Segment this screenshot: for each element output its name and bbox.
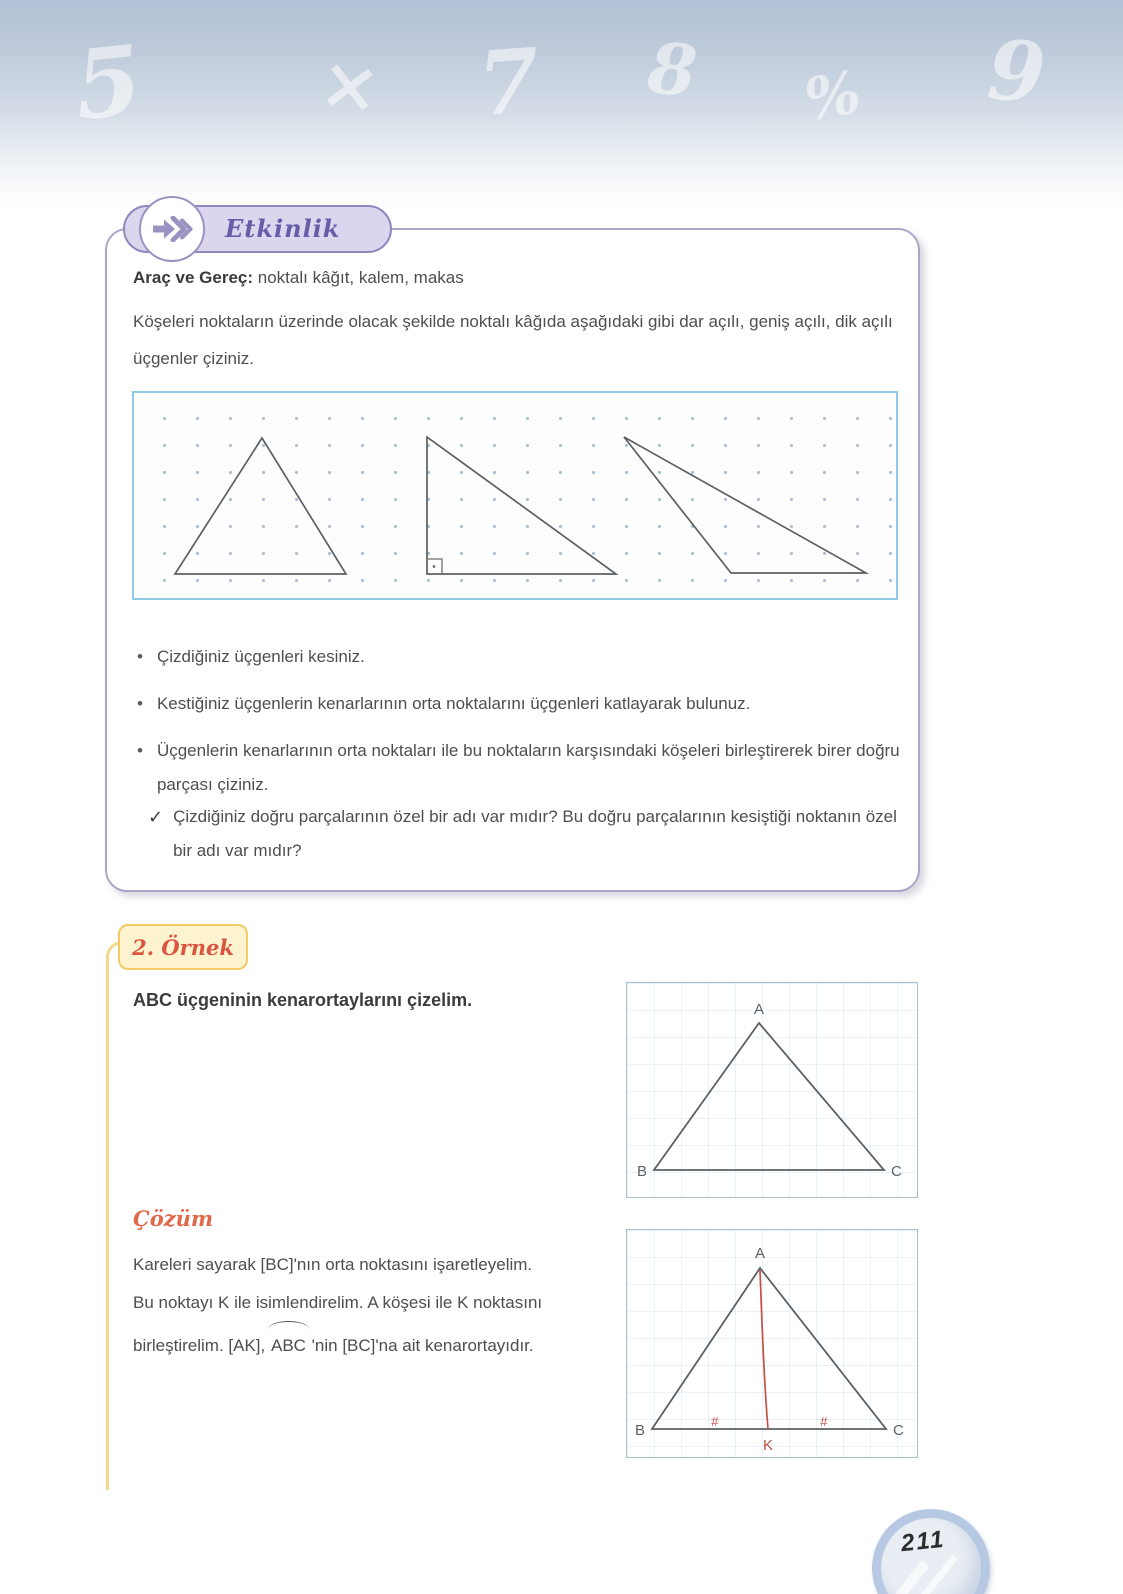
list-item-text: Üçgenlerin kenarlarının orta noktaları ile bu noktaların karşısındaki köşeleri birleştirerek birer doğru parçası çiziniz.: [156, 741, 900, 794]
vertex-label-b: B: [635, 1422, 646, 1439]
vertex-label-a: A: [754, 1245, 766, 1262]
list-item: [133, 734, 918, 802]
dotted-paper-panel: [132, 391, 898, 600]
solution-text: [133, 1246, 638, 1365]
bullet-icon: •: [137, 694, 143, 713]
example-statement: ABC üçgeninin kenarortaylarını çizelim.: [133, 990, 473, 1010]
materials-value: noktalı kâğıt, kalem, makas: [253, 268, 464, 287]
midpoint-label-k: K: [762, 1437, 774, 1454]
vertex-label-b: B: [637, 1163, 648, 1180]
watermark-number: 5: [69, 24, 147, 143]
solution-line: Kareleri sayarak [BC]'nın orta noktasını işaretleyelim.: [133, 1255, 533, 1274]
vertex-label-c: C: [893, 1422, 904, 1439]
materials-line: [133, 268, 464, 288]
obtuse-triangle: [624, 437, 866, 573]
solution-line: Bu noktayı K ile isimlendirelim. A köşesi ile K noktasını: [133, 1293, 543, 1312]
list-item: [133, 687, 918, 721]
activity-question: [148, 800, 913, 868]
triangle-abc-notation: ABC: [270, 1327, 307, 1365]
question-text: Çizdiğiniz doğru parçalarının özel bir adı var mıdır? Bu doğru parçalarının kesiştiği noktanın özel bir adı var mıdır?: [173, 807, 897, 860]
solution-line: [133, 1327, 638, 1365]
page-number: 211: [899, 1525, 947, 1558]
solution-title: Çözüm: [133, 1206, 214, 1231]
watermark-number: 7: [474, 27, 543, 137]
median-ak-diagram: [626, 1229, 918, 1458]
solution-line-post: 'nin [BC]'na ait kenarortayıdır.: [306, 1336, 534, 1355]
materials-label: Araç ve Gereç:: [133, 268, 254, 287]
example-label: 2. Örnek: [132, 934, 234, 960]
equal-tick-mark: #: [820, 1414, 828, 1429]
triangle-abc-svg: [627, 983, 917, 1197]
bullet-icon: •: [137, 741, 143, 760]
list-item: [133, 640, 918, 674]
vertex-label-a: A: [753, 1001, 765, 1018]
header-decoration: [0, 0, 1123, 205]
checkmark-icon: ✓: [148, 807, 164, 827]
watermark-multiply-sign: ×: [314, 38, 386, 131]
activity-title: Etkinlik: [225, 214, 341, 243]
activity-badge: [139, 196, 205, 262]
watermark-percent-sign: %: [799, 57, 866, 135]
acute-triangle: [175, 438, 346, 574]
triangle-abc-diagram: [626, 982, 918, 1198]
solution-line-pre: birleştirelim. [AK],: [133, 1336, 270, 1355]
example-bracket-line: [106, 941, 145, 1490]
list-item-text: Kestiğiniz üçgenlerin kenarlarının orta noktalarını üçgenleri katlayarak bulunuz.: [156, 694, 751, 713]
watermark-number: 9: [984, 22, 1049, 122]
page-number-bubble: [872, 1509, 990, 1594]
double-arrow-icon: [151, 216, 193, 242]
activity-steps-list: [133, 640, 918, 815]
activity-intro-text: Köşeleri noktaların üzerinde olacak şekilde noktalı kâğıda aşağıdaki gibi dar açılı, geniş açılı, dik açılı üçgenler çiziniz.: [133, 312, 893, 368]
equal-tick-mark: #: [711, 1414, 719, 1429]
right-triangle: [427, 437, 616, 574]
watermark-number: 8: [644, 26, 701, 113]
bubble-highlight: [879, 1560, 930, 1594]
right-angle-dot: [433, 565, 436, 568]
triangles-drawing: [134, 393, 896, 598]
median-ak-svg: [627, 1230, 917, 1457]
list-item-text: Çizdiğiniz üçgenleri kesiniz.: [156, 647, 365, 666]
bullet-icon: •: [137, 647, 143, 666]
vertex-label-c: C: [891, 1163, 902, 1180]
example-label-box: [118, 924, 248, 970]
